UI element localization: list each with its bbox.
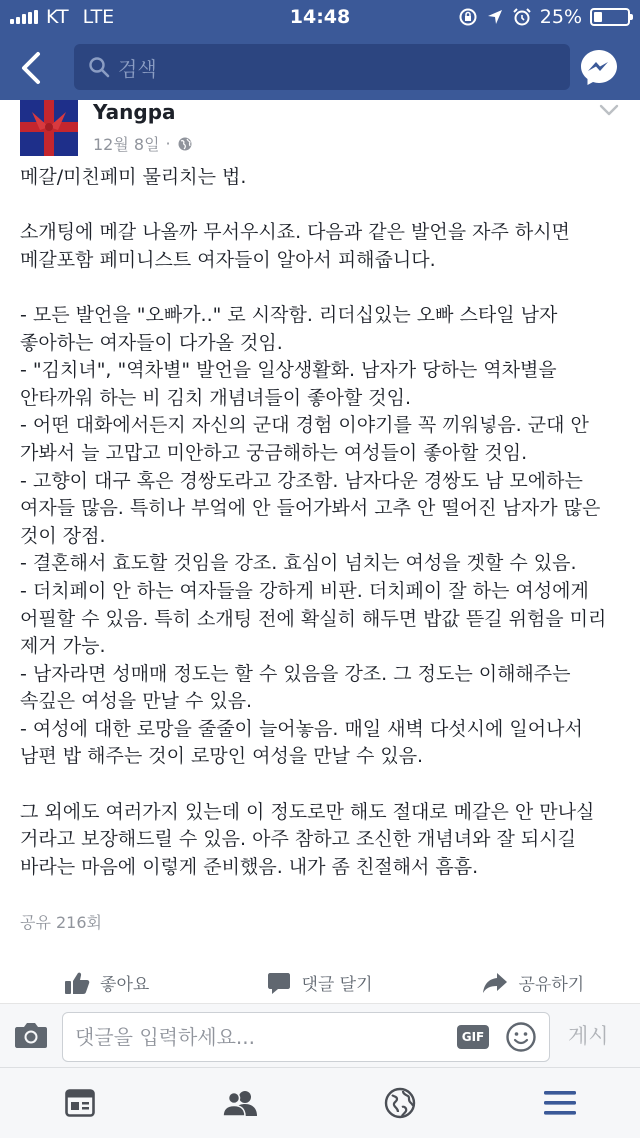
alarm-icon — [512, 7, 532, 27]
bottom-tab-bar — [0, 1068, 640, 1138]
author-name[interactable]: Yangpa — [93, 100, 176, 124]
share-count[interactable]: 공유 216회 — [20, 913, 102, 932]
messenger-button[interactable] — [578, 46, 620, 88]
comment-bar — [0, 1004, 640, 1068]
back-button[interactable] — [18, 44, 58, 92]
camera-icon[interactable] — [14, 1020, 48, 1050]
meta-separator: · — [165, 134, 171, 153]
like-label: 좋아요 — [100, 975, 150, 995]
battery-percent: 25% — [539, 6, 582, 28]
share-label: 공유하기 — [518, 975, 585, 995]
post-body-text: 메갈/미친페미 물리치는 법. 소개팅에 메갈 나올까 무서우시죠. 다음과 같은 발언을 자주 하시면 메갈포함 페미니스트 여자들이 알아서 피해줍니다. - 모든 발언을 "오빠가.." 로 시작함. 리더십있는 오빠 스타일 남자 좋아하는 여자들이 다가올 것임. - "김치녀", "역차별" 발언을 일상생활화. 남자가 당하는 역차별을 안타까워 하는 비 김치 개념녀들이 좋아할 것임. - 어떤 대화에서든지 자신의 군대 경험 이야기를 꼭 끼워넣음. 군대 안 가봐서 늘 고맙고 미안하고 궁금해하는 여성들이 좋아할 것임. - 고향이 대구 혹은 경쌍도라고 강조함. 남자다운 경쌍도 남 모에하는 여자들 많음. 특히나 부엌에 안 들어가봐서 고추 안 떨어진 남자가 많은 것이 장점. - 결혼해서 효도할 것임을 강조. 효심이 넘치는 여성을 겟할 수 있음. - 더치페이 안 하는 여자들을 강하게 비판. 더치페이 잘 하는 여성에게 어필할 수 있음. 특히 소개팅 전에 확실히 해두면 밥값 뜯길 위험을 미리 제거 가능. - 남자라면 성매매 정도는 할 수 있음을 강조. 그 정도는 이해해주는 속깊은 여성을 만날 수 있음. - 여성에 대한 로망을 줄줄이 늘어놓음. 매일 새벽 다섯시에 일어나서 남편 밥 해주는 것이 로망인 여성을 만날 수 있음. 그 외에도 여러가지 있는데 이 정도로만 해도 절대로 메갈은 안 만나실 거라고 보장해드릴 수 있음. 아주 참하고 조신한 개념녀와 잘 되시길 바라는 마음에 이렇게 준비했음. 내가 좀 친절해서 흠흠. — [20, 166, 607, 878]
news-feed-icon — [65, 1089, 95, 1117]
battery-icon — [590, 8, 630, 26]
carrier-label: KT — [46, 6, 69, 28]
search-icon — [88, 56, 110, 78]
avatar[interactable] — [20, 100, 78, 156]
post-meta — [93, 132, 193, 155]
rotation-lock-icon — [458, 7, 478, 27]
post-actions — [0, 962, 640, 1004]
comment-input[interactable] — [75, 1013, 455, 1061]
search-input[interactable] — [74, 44, 570, 90]
search-placeholder: 검색 — [118, 56, 157, 81]
globe-icon — [177, 136, 193, 152]
globe-notifications-icon — [384, 1087, 416, 1119]
messenger-icon — [578, 46, 620, 88]
friends-icon — [222, 1089, 258, 1117]
battery-fill — [594, 12, 602, 22]
status-bar — [0, 0, 640, 36]
post-date[interactable]: 12월 8일 — [93, 135, 160, 154]
thumbs-up-icon — [64, 971, 90, 995]
navigation-bar — [0, 40, 640, 96]
gif-button[interactable]: GIF — [457, 1025, 489, 1049]
comment-button[interactable] — [213, 962, 426, 1003]
network-label: LTE — [82, 6, 115, 28]
location-icon — [486, 8, 504, 26]
share-arrow-icon — [482, 972, 508, 994]
chevron-down-icon[interactable] — [598, 102, 620, 118]
post-header — [0, 100, 640, 158]
comment-label: 댓글 달기 — [301, 975, 373, 995]
menu-icon — [543, 1090, 577, 1116]
share-button[interactable] — [427, 962, 640, 1003]
post-comment-button[interactable]: 게시 — [568, 1024, 609, 1048]
emoji-icon[interactable] — [505, 1021, 537, 1053]
tab-menu[interactable] — [480, 1068, 640, 1138]
comment-field[interactable] — [62, 1012, 550, 1062]
like-button[interactable] — [0, 962, 213, 1003]
tab-friends[interactable] — [160, 1068, 320, 1138]
chevron-left-icon — [18, 48, 44, 88]
tab-notifications[interactable] — [320, 1068, 480, 1138]
comment-icon — [267, 971, 291, 995]
clock: 14:48 — [289, 6, 351, 28]
top-bar — [0, 0, 640, 100]
tab-news-feed[interactable] — [0, 1068, 160, 1138]
